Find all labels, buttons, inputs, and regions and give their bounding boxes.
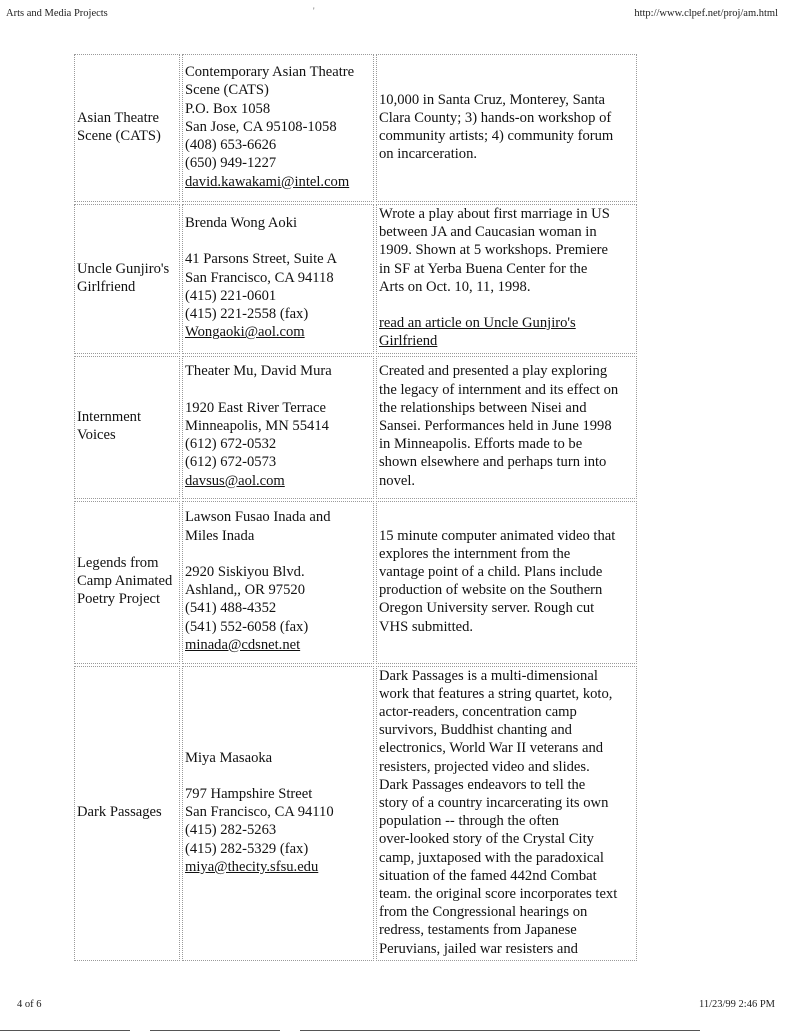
project-title-line: Poetry Project [77,591,161,608]
table-row [74,54,637,202]
description-line: Arts on Oct. 10, 11, 1998. [379,278,531,295]
contact-cell [182,54,374,202]
description-line: work that features a string quartet, koto, [379,685,613,702]
description-cell [376,501,637,664]
contact-line: (541) 552-6058 (fax) [185,618,309,635]
description-line: over-looked story of the Crystal City [379,831,594,848]
description-line: Clara County; 3) hands-on workshop of [379,109,612,126]
email-link[interactable]: david.kawakami@intel.com [185,173,350,190]
description-cell [376,356,637,499]
description-line: population -- through the often [379,813,559,830]
description-line: Dark Passages is a multi-dimensional [379,667,598,684]
contact-line: Contemporary Asian Theatre [185,64,355,81]
description-line: Dark Passages endeavors to tell the [379,776,586,793]
description-line: production of website on the Southern [379,582,603,599]
description-cell [376,204,637,354]
description-line: novel. [379,472,416,489]
contact-line: (415) 221-0601 [185,287,277,304]
spacer [185,381,371,399]
contact-line: 1920 East River Terrace [185,399,326,416]
contact-line: (415) 221-2558 (fax) [185,306,309,323]
spacer [185,767,371,785]
description-line: Created and presented a play exploring [379,363,608,380]
description-line: explores the internment from the [379,545,571,562]
description-line: the relationships between Nisei and [379,399,587,416]
contact-name: Miya Masaoka [185,749,273,766]
description-line: vantage point of a child. Plans include [379,563,603,580]
description-line: between JA and Caucasian woman in [379,224,597,241]
table-row [74,666,637,961]
spacer [185,232,371,250]
project-title-cell [74,204,180,354]
description-line: from the Congressional hearings on [379,904,588,921]
description-line: community artists; 4) community forum [379,128,614,144]
contact-name: Miles Inada [185,527,255,544]
contact-line: (650) 949-1227 [185,155,277,172]
description-line: 15 minute computer animated video that [379,527,616,544]
description-line: Peruvians, jailed war resisters and [379,940,578,957]
description-line: 10,000 in Santa Cruz, Monterey, Santa [379,91,606,108]
spacer [185,545,371,563]
table-row [74,204,637,354]
description-line: story of a country incarcerating its own [379,795,609,812]
article-link[interactable]: Girlfriend [379,333,438,350]
print-timestamp: 11/23/99 2:46 PM [698,999,775,1010]
email-link[interactable]: miya@thecity.sfsu.edu [185,858,319,875]
description-line: redress, testaments from Japanese [379,922,577,939]
contact-line: San Francisco, CA 94118 [185,269,334,286]
bottom-rule [0,1030,130,1031]
table-row [74,356,637,499]
description-line: in Minneapolis. Efforts made to be [379,436,583,453]
contact-cell [182,501,374,664]
running-header-url: http://www.clpef.net/proj/am.html [634,8,778,19]
article-link[interactable]: read an article on Uncle Gunjiro's [379,315,576,332]
description-line: VHS submitted. [379,618,474,635]
contact-line: (541) 488-4352 [185,600,277,617]
contact-line: (415) 282-5263 [185,822,277,839]
email-link[interactable]: Wongaoki@aol.com [185,324,305,341]
contact-line: 797 Hampshire Street [185,785,313,802]
table-row [74,501,637,664]
projects-table [72,52,639,963]
description-line: camp, juxtaposed with the paradoxical [379,849,604,866]
project-title-line: Camp Animated [77,573,173,589]
description-line: the legacy of internment and its effect on [379,381,619,398]
contact-cell [182,666,374,961]
contact-line: (415) 282-5329 (fax) [185,840,309,857]
contact-name: Theater Mu, David Mura [185,363,332,380]
description-line: in SF at Yerba Buena Center for the [379,260,588,277]
contact-name: Lawson Fusao Inada and [185,509,331,526]
contact-line: Ashland,, OR 97520 [185,582,305,599]
bottom-rule [300,1030,700,1031]
description-line: Sansei. Performances held in June 1998 [379,418,612,434]
running-header-title: Arts and Media Projects [6,8,108,19]
project-title-line: Voices [77,427,116,444]
project-title-line: Internment [77,408,142,425]
project-title-line: Dark Passages [77,804,162,821]
description-line: actor-readers, concentration camp [379,704,577,721]
project-title-cell [74,666,180,961]
contact-line: Minneapolis, MN 55414 [185,418,329,434]
header-mark: ' [313,6,315,16]
project-title-line: Legends from [77,554,159,571]
description-line: team. the original score incorporates text [379,886,618,903]
contact-line: 2920 Siskiyou Blvd. [185,563,305,580]
email-link[interactable]: davsus@aol.com [185,472,285,489]
bottom-rule [150,1030,280,1031]
description-line: survivors, Buddhist chanting and [379,722,572,739]
contact-cell [182,204,374,354]
description-line: Oregon University server. Rough cut [379,600,595,617]
contact-line: P.O. Box 1058 [185,100,271,117]
page-count: 4 of 6 [17,999,42,1010]
contact-line: Scene (CATS) [185,82,269,99]
description-line: 1909. Shown at 5 workshops. Premiere [379,242,609,259]
project-title-line: Asian Theatre [77,109,159,126]
description-line: on incarceration. [379,146,478,163]
project-title-cell [74,54,180,202]
description-line: resisters, projected video and slides. [379,758,590,775]
project-title-line: Scene (CATS) [77,128,161,144]
description-line: Wrote a play about first marriage in US [379,206,610,222]
contact-line: (612) 672-0532 [185,436,277,453]
project-title-line: Girlfriend [77,278,136,295]
description-cell [376,54,637,202]
project-title-cell [74,356,180,499]
description-cell [376,666,637,961]
description-line: shown elsewhere and perhaps turn into [379,454,607,471]
contact-line: San Jose, CA 95108-1058 [185,118,337,135]
contact-line: (612) 672-0573 [185,454,277,471]
project-title-cell [74,501,180,664]
spacer [379,296,634,314]
description-line: situation of the famed 442nd Combat [379,867,597,884]
contact-cell [182,356,374,499]
contact-line: (408) 653-6626 [185,137,277,154]
email-link[interactable]: minada@cdsnet.net [185,636,301,653]
contact-line: 41 Parsons Street, Suite A [185,251,338,268]
project-title-line: Uncle Gunjiro's [77,260,170,277]
description-line: electronics, World War II veterans and [379,740,604,757]
contact-line: San Francisco, CA 94110 [185,804,334,821]
contact-name: Brenda Wong Aoki [185,215,298,232]
